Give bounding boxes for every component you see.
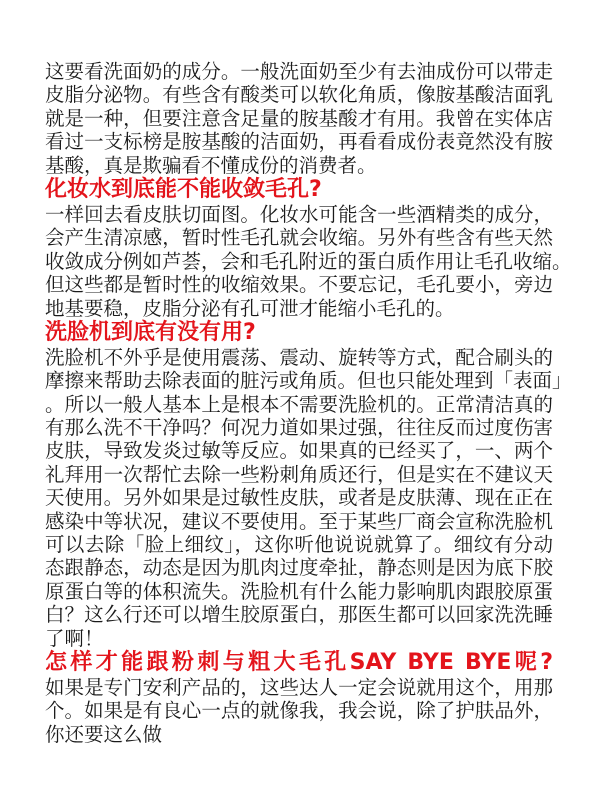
paragraph-line: 你还要这么做 — [45, 722, 163, 746]
paragraph-line: 一样回去看皮肤切面图。化妆水可能含一些酒精类的成分， — [45, 202, 553, 226]
paragraph-line: 这要看洗面奶的成分。一般洗面奶至少有去油成份可以带走 — [45, 60, 553, 83]
paragraph-line: 了啊！ — [45, 626, 104, 650]
paragraph-line: 地基要稳，皮脂分泌有孔可泄才能缩小毛孔的。 — [45, 296, 455, 320]
paragraph-line: 态跟静态，动态是因为肌肉过度牵扯，静态则是因为底下胶 — [45, 556, 553, 580]
paragraph-line: 皮肤，导致发炎过敏等反应。如果真的已经买了，一、两个 — [45, 439, 553, 463]
paragraph-line: 看过一支标榜是胺基酸的洁面奶，再看看成份表竟然没有胺 — [45, 130, 553, 154]
paragraph-line: 原蛋白等的体积流失。洗脸机有什么能力影响肌肉跟胶原蛋 — [45, 579, 553, 603]
paragraph-line: 皮脂分泌物。有些含有酸类可以软化角质，像胺基酸洁面乳 — [45, 83, 553, 107]
paragraph-line: 但这些都是暂时性的收缩效果。不要忘记，毛孔要小，旁边 — [45, 273, 553, 297]
paragraph-line: 洗脸机不外乎是使用震荡、震动、旋转等方式，配合刷头的 — [45, 345, 553, 369]
section-heading-cleansing-device: 洗脸机到底有没有用? — [45, 320, 256, 346]
paragraph-line: 。所以一般人基本上是根本不需要洗脸机的。正常清洁真的 — [45, 392, 553, 416]
paragraph-line: 有那么洗不干净吗？何况力道如果过强，往往反而过度伤害 — [45, 416, 553, 440]
paragraph-line: 天使用。另外如果是过敏性皮肤，或者是皮肤薄、现在正在 — [45, 486, 553, 510]
paragraph-line: 基酸，真是欺骗看不懂成份的消费者。 — [45, 153, 377, 177]
paragraph-line: 感染中等状况，建议不要使用。至于某些厂商会宣称洗脸机 — [45, 509, 553, 533]
paragraph-line: 收敛成分例如芦荟，会和毛孔附近的蛋白质作用让毛孔收缩。 — [45, 249, 572, 273]
paragraph-line: 就是一种，但要注意含足量的胺基酸才有用。我曾在实体店 — [45, 106, 553, 130]
paragraph-line: 摩擦来帮助去除表面的脏污或角质。但也只能处理到「表面」 — [45, 369, 572, 393]
paragraph-line: 可以去除「脸上细纹」，这你听他说说就算了。细纹有分动 — [45, 533, 553, 557]
section-heading-say-bye-bye: 怎样才能跟粉刺与粗大毛孔SAY BYE BYE呢? — [45, 650, 553, 676]
section-heading-toner: 化妆水到底能不能收敛毛孔? — [45, 177, 322, 203]
paragraph-line: 个。如果是有良心一点的就像我，我会说，除了护肤品外， — [45, 699, 553, 723]
paragraph-line: 如果是专门安利产品的，这些达人一定会说就用这个，用那 — [45, 675, 553, 699]
paragraph-line: 白？这么行还可以增生胶原蛋白，那医生都可以回家洗洗睡 — [45, 603, 553, 627]
paragraph-line: 会产生清凉感，暂时性毛孔就会收缩。另外有些含有些天然 — [45, 226, 553, 250]
article-body — [45, 60, 572, 746]
paragraph-line: 礼拜用一次帮忙去除一些粉刺角质还行，但是实在不建议天 — [45, 462, 553, 486]
